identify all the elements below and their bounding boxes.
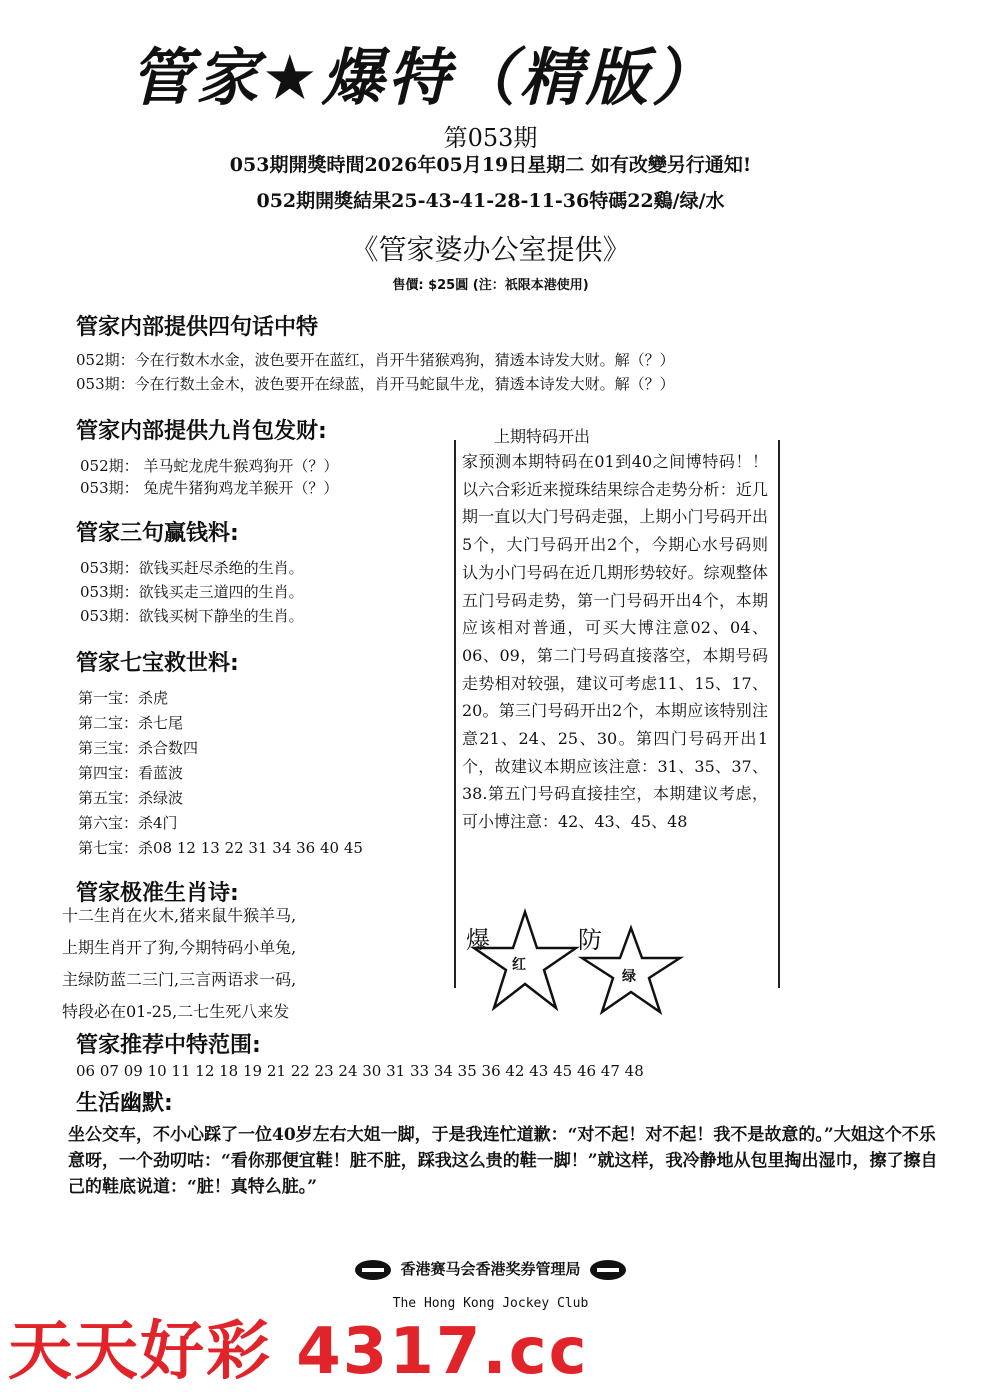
- section-four-lines-heading: 管家内部提供四句话中特: [76, 315, 319, 340]
- watermark-banner: 天天好彩 4317.cc: [8, 1315, 589, 1389]
- section-zodiac-poem-heading: 管家极准生肖诗:: [76, 881, 239, 906]
- price-line: 售價: $25圓 (注：祇限本港使用): [392, 278, 589, 293]
- zodiac-poem-line: 上期生肖开了狗,今期特码小单兔,: [62, 938, 297, 957]
- treasure-line: 第三宝：杀合数四: [78, 739, 199, 757]
- four-lines-052: 052期：今在行数木水金，波色要开在蓝红，肖开牛猪猴鸡狗，猜透本诗发大财。解（？）: [76, 351, 675, 369]
- nine-zodiac-052: 052期： 羊马蛇龙虎牛猴鸡狗开（？）: [80, 457, 339, 475]
- analysis-panel-title: 上期特码开出: [494, 427, 591, 446]
- treasure-line: 第六宝：杀4门: [78, 814, 178, 832]
- star-inner-green: 绿: [622, 969, 636, 985]
- star-inner-red: 红: [512, 957, 526, 973]
- section-seven-treasures-heading: 管家七宝救世料:: [76, 651, 239, 676]
- treasure-line: 第五宝：杀绿波: [78, 789, 184, 807]
- analysis-text: 家预测本期特码在01到40之间博特码！！ 以六合彩近来搅珠结果综合走势分析：近几期一直以大门号码走强，上期小门号码开出5个，大门号码开出2个，今期心水号码则认为小门号码在近几期形势较好。综观整体五门号码走势，第一门号码开出4个，本期应该相对普通，可买大博注意02、04、06、09，第二门号码直接落空，本期号码走势相对较强，建议可考虑11、15、17、20。第三门号码开出2个，本期应该特别注意21、24、25、30。第四门号码开出1个，故建议本期应该注意：31、35、37、38.第五门号码直接挂空，本期建议考虑，可小博注意：42、43、45、48: [462, 452, 801, 832]
- section-humor-heading: 生活幽默:: [76, 1091, 173, 1116]
- section-range-heading: 管家推荐中特范围:: [76, 1033, 261, 1058]
- star-label-bao: 爆: [466, 926, 490, 954]
- zodiac-poem-line: 主绿防蓝二三门,三言两语求一码,: [62, 970, 297, 989]
- nine-zodiac-053: 053期： 兔虎牛猪狗鸡龙羊猴开（？）: [80, 479, 339, 497]
- jockey-club-logo-icon: [355, 1260, 391, 1280]
- jockey-club-name: 香港赛马会香港奖券管理局: [400, 1260, 581, 1278]
- section-three-phrases-heading: 管家三句赢钱料:: [76, 521, 239, 546]
- treasure-line: 第四宝：看蓝波: [78, 764, 184, 782]
- jockey-club-english: The Hong Kong Jockey Club: [392, 1296, 589, 1311]
- page-title: 管家★爆特（精版）: [130, 41, 718, 114]
- treasure-line: 第七宝：杀08 12 13 22 31 34 36 40 45: [78, 839, 363, 857]
- star-label-fang: 防: [578, 926, 602, 954]
- last-draw-result: 052期開獎結果25-43-41-28-11-36特碼22鷄/绿/水: [256, 190, 725, 212]
- humor-text: 坐公交车，不小心踩了一位40岁左右大姐一脚，于是我连忙道歉：“对不起！对不起！我不是故意的。”大姐这个不乐意呀，一个劲叨咕：“看你那便宜鞋！脏不脏，踩我这么贵的鞋一脚！”就这样，我冷静地从包里掏出湿巾，擦了擦自己的鞋底说道：“脏！真特么脏。”: [68, 1125, 938, 1197]
- three-phrases-line: 053期：欲钱买赶尽杀绝的生肖。: [80, 559, 304, 577]
- zodiac-poem-line: 十二生肖在火木,猪来鼠牛猴羊马,: [62, 906, 297, 925]
- jockey-club-logo-icon: [590, 1260, 626, 1280]
- issue-number: 第053期: [443, 124, 538, 152]
- provider-line: 《管家婆办公室提供》: [350, 233, 631, 266]
- three-phrases-line: 053期：欲钱买树下静坐的生肖。: [80, 607, 304, 625]
- treasure-line: 第一宝：杀虎: [78, 689, 169, 707]
- draw-time-notice: 053期開獎時間2026年05月19日星期二 如有改變另行通知!: [229, 154, 752, 176]
- jockey-club-row: [0, 1258, 981, 1280]
- section-nine-zodiac-heading: 管家内部提供九肖包发财:: [76, 419, 327, 444]
- four-lines-053: 053期：今在行数土金木，波色要开在绿蓝，肖开马蛇鼠牛龙，猜透本诗发大财。解（？）: [76, 375, 675, 393]
- range-numbers: 06 07 09 10 11 12 18 19 21 22 23 24 30 31 33 34 35 36 42 43 45 46 47 48: [76, 1062, 644, 1080]
- treasure-line: 第二宝：杀七尾: [78, 714, 184, 732]
- zodiac-poem-line: 特段必在01-25,二七生死八来发: [62, 1002, 290, 1021]
- three-phrases-line: 053期：欲钱买走三道四的生肖。: [80, 583, 304, 601]
